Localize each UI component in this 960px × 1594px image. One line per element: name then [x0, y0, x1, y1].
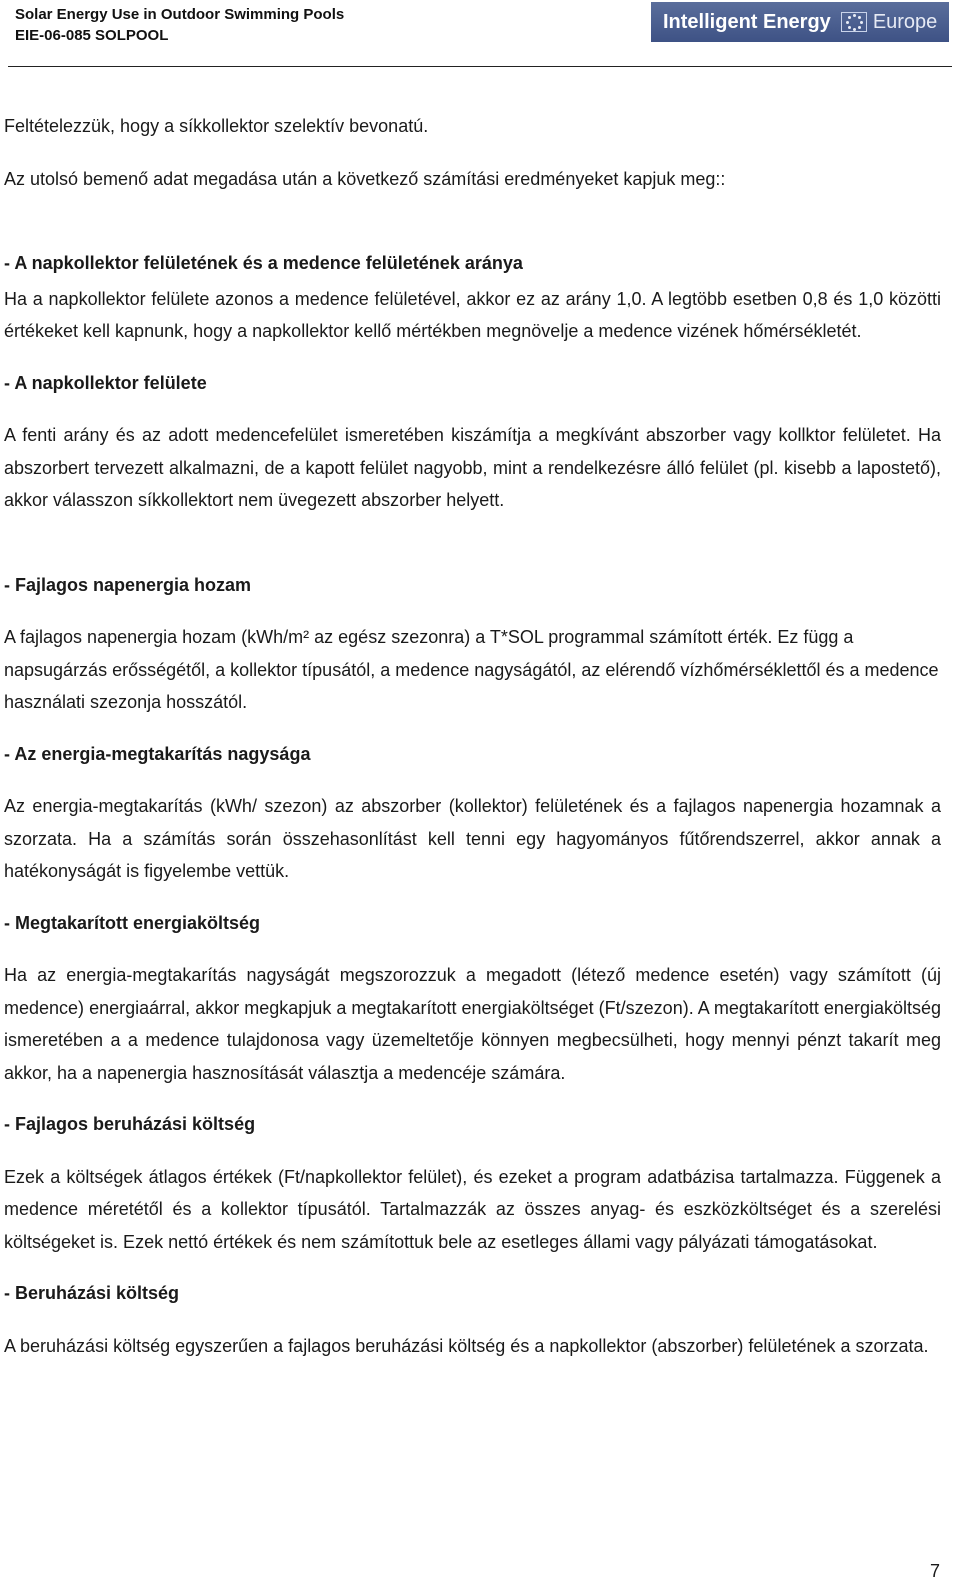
- section-heading: - Megtakarított energiaköltség: [4, 912, 261, 933]
- section-body: A beruházási költség egyszerűen a fajlagos beruházási költség és a napkollektor (abszorber) felületének a szorzata.: [4, 1335, 929, 1356]
- header-title-line1: Solar Energy Use in Outdoor Swimming Pools: [15, 6, 345, 23]
- section-body: Ezek a költségek átlagos értékek (Ft/napkollektor felület), és ezeket a program adatbázisa tartalmazza. Függenek a medence méretétől és a kollektor típusától. Tartalmazzák az összes anyag- és eszközköltséget és a szerelési költségeket is. Ezek nettó értékek és nem számítottuk bele az esetleges állami vagy pályázati támogatásokat.: [4, 1166, 941, 1252]
- document-body: [4, 110, 941, 1362]
- section-body: A fajlagos napenergia hozam (kWh/m² az egész szezonra) a T*SOL programmal számított érték. Ez függ a napsugárzás erősségétől, a kollektor típusától, a medence nagyságától, az elérendő vízhőmérséklettől és a medence használati szezonja hosszától.: [4, 627, 939, 712]
- section-body: Ha a napkollektor felülete azonos a medence felületével, akkor ez az arány 1,0. A legtöbb esetben 0,8 és 1,0 közötti értékeket kell kapnunk, hogy a napkollektor kellő mértékben megnövelje a medence vizének hőmérsékletét.: [4, 288, 941, 341]
- header-title-line2: EIE-06-085 SOLPOOL: [15, 27, 169, 44]
- intro-paragraph-2: Az utolsó bemenő adat megadása után a következő számítási eredményeket kapjuk meg::: [4, 168, 726, 189]
- section-heading: - Beruházási költség: [4, 1283, 180, 1303]
- section-heading: - Fajlagos beruházási költség: [4, 1114, 256, 1134]
- section-heading: - Az energia-megtakarítás nagysága: [4, 743, 311, 764]
- section-body: Az energia-megtakarítás (kWh/ szezon) az abszorber (kollektor) felületének és a fajlagos napenergia hozamnak a szorzata. Ha a számítás során összehasonlítást kell tenni egy hagyományos fűtőrendszerrel, akkor annak a hatékonyságát is figyelembe vettük.: [4, 796, 941, 881]
- intro-paragraph-1: Feltételezzük, hogy a síkkollektor szelektív bevonatú.: [4, 116, 429, 136]
- page-header: [8, 0, 952, 67]
- logo-text: Intelligent Energy: [663, 10, 831, 33]
- section-body: Ha az energia-megtakarítás nagyságát megszorozzuk a megadott (létező medence esetén) vagy számított (új medence) energiaárral, akkor megkapjuk a megtakarított energiaköltséget (Ft/szezon). A megtakarított energiaköltség ismeretében a a medence tulajdonosa vagy üzemeltetője könnyen megbecsülheti, hogy mennyi pénzt takarít meg akkor, ha a napenergia hasznosítását választja a medencéje számára.: [4, 965, 941, 1083]
- page-number: 7: [929, 1561, 940, 1581]
- section-heading: - A napkollektor felülete: [4, 372, 207, 393]
- eu-flag-icon: [841, 12, 867, 32]
- section-body: A fenti arány és az adott medencefelület ismeretében kiszámítja a megkívánt abszorber vagy kollktor felületet. Ha abszorbert tervezett alkalmazni, de a kapott felület nagyobb, mint a rendelkezésre álló felület (pl. kisebb a lapostető), akkor válasszon síkkollektort nem üvegezett abszorber helyett.: [4, 425, 941, 510]
- intelligent-energy-europe-logo: [651, 2, 949, 42]
- section-heading: - Fajlagos napenergia hozam: [4, 574, 252, 595]
- section-heading: - A napkollektor felületének és a medence felületének aránya: [4, 253, 523, 273]
- logo-text-europe: Europe: [872, 10, 938, 33]
- header-title: [15, 4, 344, 46]
